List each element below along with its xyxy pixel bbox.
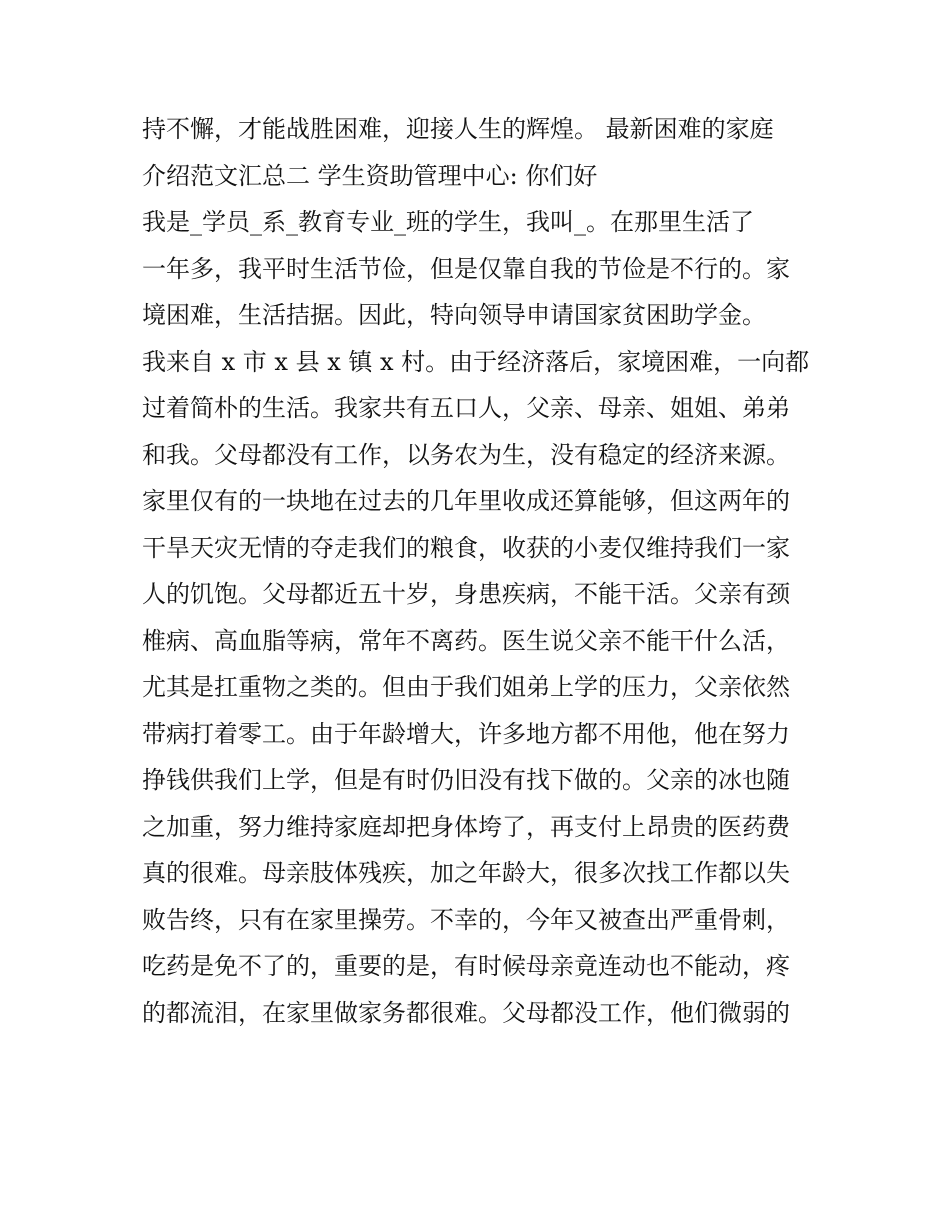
document-body [142, 106, 822, 1036]
text-line-4: 一年多，我平时生活节俭，但是仅靠自我的节俭是不行的。家 [142, 254, 790, 283]
text-line-9: 家里仅有的一块地在过去的几年里收成还算能够，但这两年的 [142, 487, 790, 515]
text-line-6: 我来自 x 市 x 县 x 镇 x 村。由于经济落后，家境困难，一向都 [142, 347, 810, 376]
text-line-2: 介绍范文汇总二 学生资助管理中心: 你们好 [142, 161, 598, 190]
text-line-14: 带病打着零工。由于年龄增大，许多地方都不用他，他在努力 [142, 719, 790, 748]
text-line-5: 境困难，生活拮据。因此，特向领导申请国家贫困助学金。 [142, 301, 766, 329]
text-line-13: 尤其是扛重物之类的。但由于我们姐弟上学的压力，父亲依然 [142, 673, 790, 701]
text-line-19: 吃药是免不了的，重要的是，有时候母亲竟连动也不能动，疼 [142, 952, 790, 980]
text-line-16: 之加重，努力维持家庭却把身体垮了，再支付上昂贵的医药费 [142, 812, 790, 841]
text-line-7: 过着简朴的生活。我家共有五口人，父亲、母亲、姐姐、弟弟 [142, 394, 790, 422]
text-line-11: 人的饥饱。父母都近五十岁，身患疾病，不能干活。父亲有颈 [142, 580, 790, 608]
text-line-3: 我是_学员_系_教育专业_班的学生，我叫_。在那里生活了 [142, 208, 754, 236]
text-line-18: 败告终，只有在家里操劳。不幸的，今年又被查出严重骨刺， [142, 905, 790, 934]
text-line-10: 干旱天灾无情的夺走我们的粮食，收获的小麦仅维持我们一家 [142, 533, 790, 562]
text-line-17: 真的很难。母亲肢体残疾，加之年龄大，很多次找工作都以失 [142, 859, 790, 887]
text-line-12: 椎病、高血脂等病，常年不离药。医生说父亲不能干什么活， [142, 626, 790, 655]
text-line-1: 持不懈，才能战胜困难，迎接人生的辉煌。 最新困难的家庭 [142, 115, 774, 143]
text-line-8: 和我。父母都没有工作，以务农为生，没有稳定的经济来源。 [142, 440, 790, 469]
text-line-15: 挣钱供我们上学，但是有时仍旧没有找下做的。父亲的冰也随 [142, 766, 790, 794]
text-line-20: 的都流泪，在家里做家务都很难。父母都没工作，他们微弱的 [142, 998, 790, 1027]
